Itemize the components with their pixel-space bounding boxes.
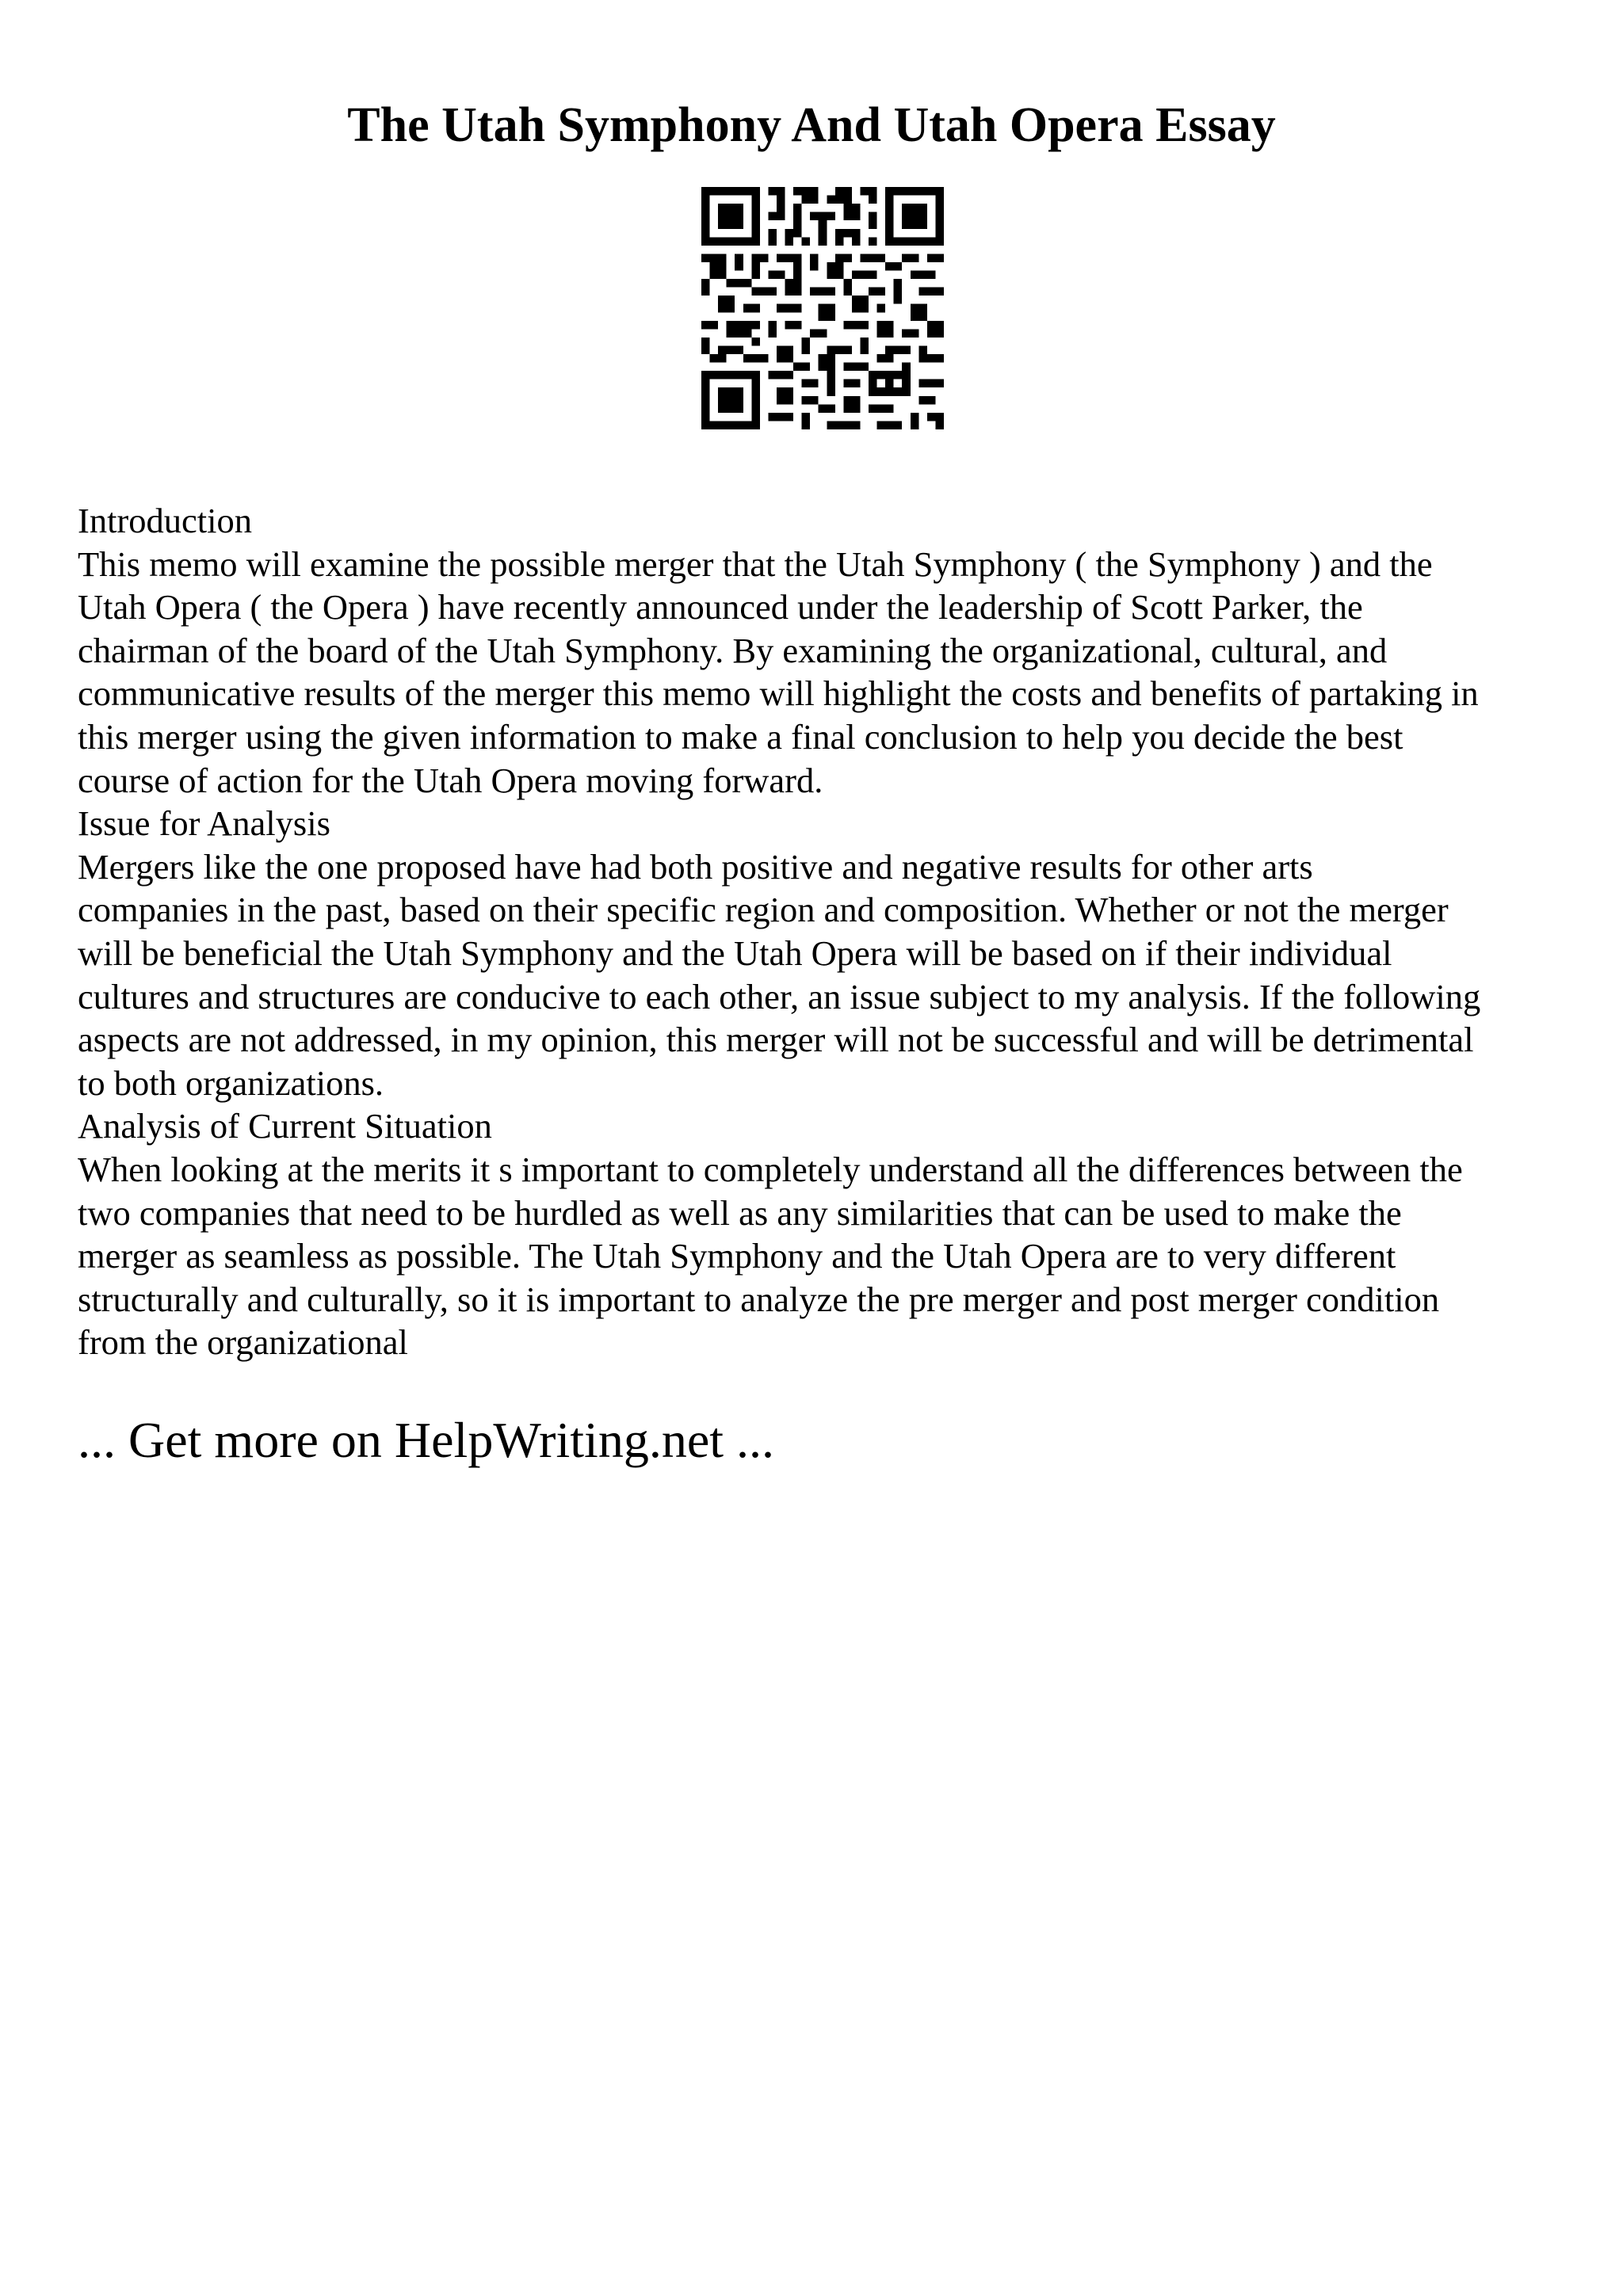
- paragraph-introduction: This memo will examine the possible merger that the Utah Symphony ( the Symphony ) and the Utah Opera ( the Opera ) have recently announced under the leadership of Scott Parker, the chairman of the board of the Utah Symphony. By examining the organizational, cultural, and communicative results of the merger this memo will highlight the costs and benefits of partaking in this merger using the given information to make a final conclusion to help you decide the best course of action for the Utah Opera moving forward.: [78, 543, 1479, 800]
- get-more-link[interactable]: ... Get more on HelpWriting.net ...: [78, 1412, 774, 1468]
- qr-code-graphic: [701, 187, 944, 429]
- paragraph-analysis-current-situation: When looking at the merits it s important to completely understand all the differences between the two companies that need to be hurdled as well as any similarities that can be used to make the merger as seamless as possible. The Utah Symphony and the Utah Opera are to very different structurally and culturally, so it is important to analyze the pre merger and post merger condition from the organizational: [78, 1149, 1463, 1363]
- qr-code-icon[interactable]: [701, 187, 944, 429]
- document-title: The Utah Symphony And Utah Opera Essay: [347, 98, 1276, 152]
- section-heading-issue-for-analysis: Issue for Analysis: [78, 803, 330, 844]
- paragraph-issue-for-analysis: Mergers like the one proposed have had both positive and negative results for other arts companies in the past, based on their specific region and composition. Whether or not the merger will be beneficial the Utah Symphony and the Utah Opera will be based on if their individual cultures and structures are conducive to each other, an issue subject to my analysis. If the following aspects are not addressed, in my opinion, this merger will not be successful and will be detrimental to both organizations.: [78, 846, 1481, 1103]
- section-heading-analysis-current-situation: Analysis of Current Situation: [78, 1106, 492, 1146]
- section-heading-introduction: Introduction: [78, 501, 252, 540]
- document-body: [78, 499, 1568, 1364]
